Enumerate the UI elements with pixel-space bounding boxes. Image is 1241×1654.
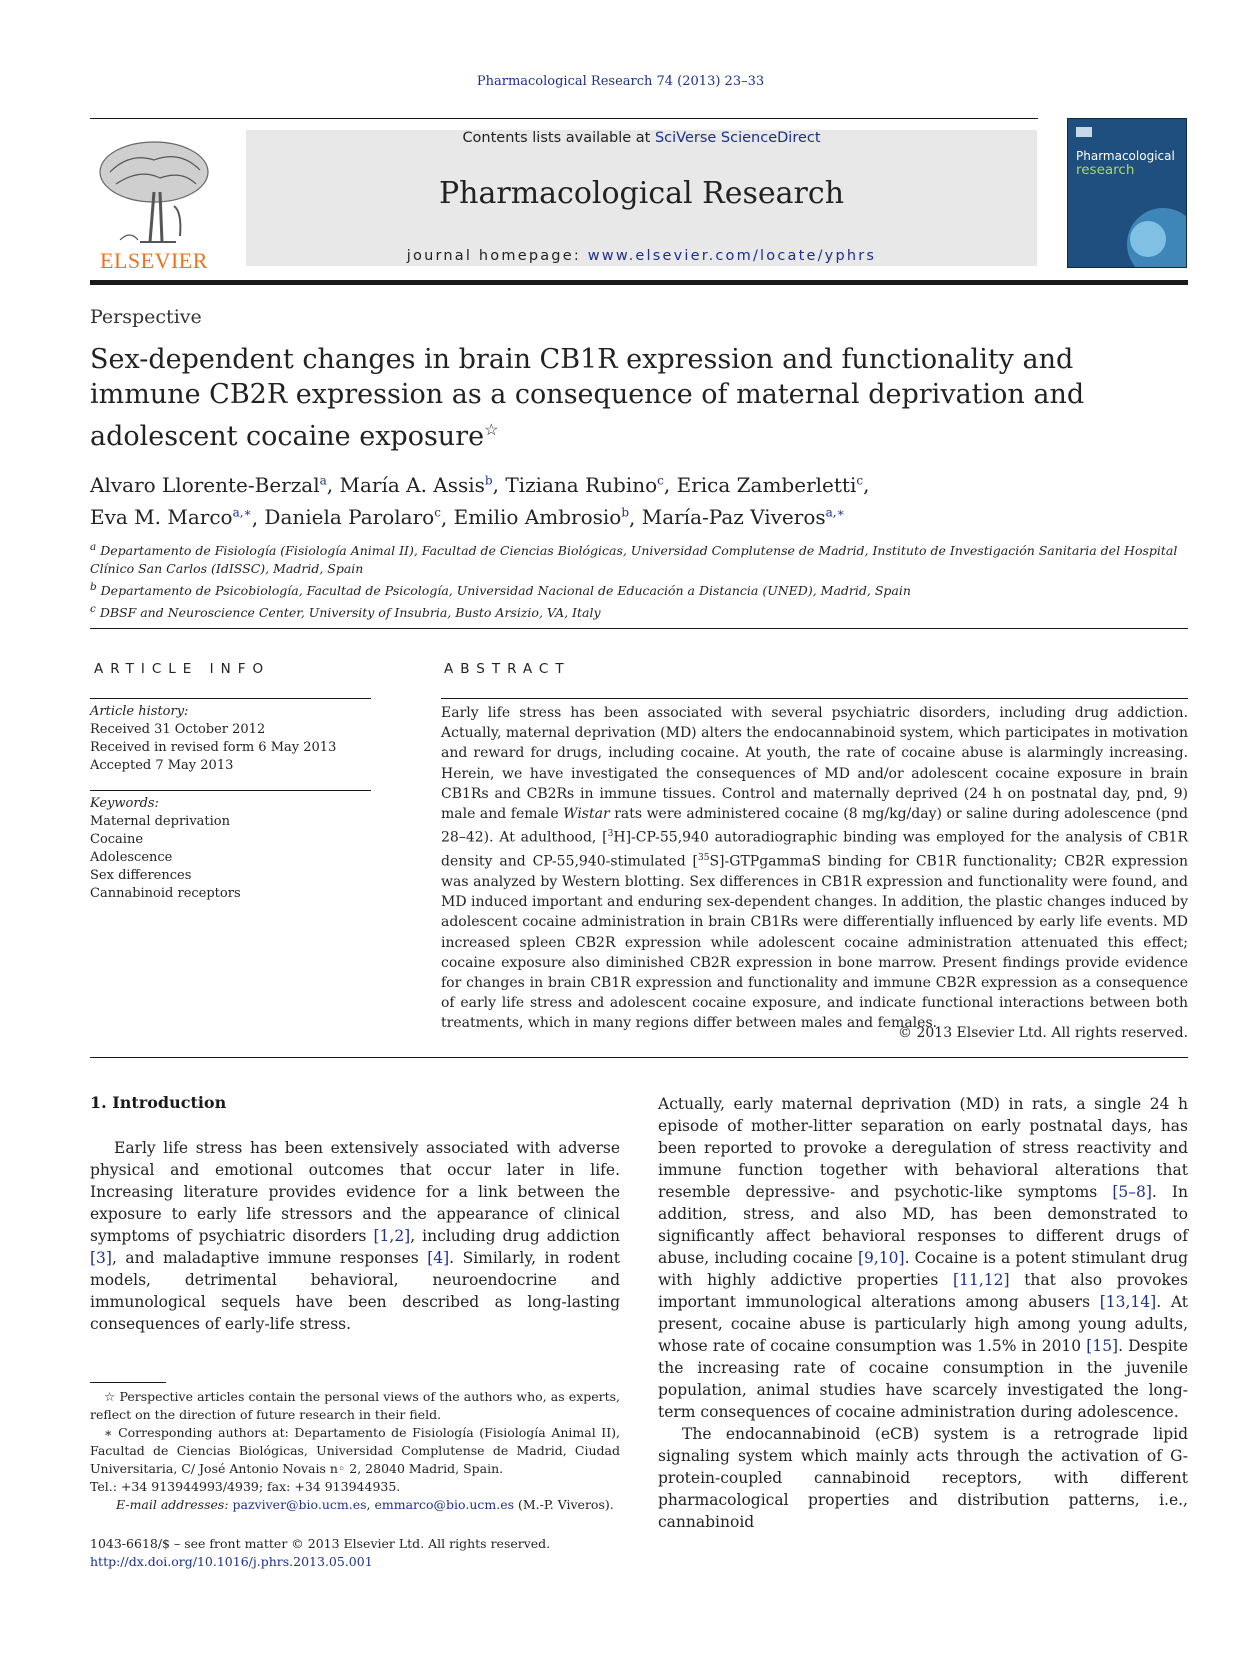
email-link[interactable]: pazviver@bio.ucm.es [232,1497,367,1512]
footnotes [90,1388,620,1514]
reference-link[interactable]: [4] [427,1249,450,1267]
article-type: Perspective [90,306,202,328]
footnote-rule [90,1382,166,1383]
homepage-line [246,248,1037,264]
keyword: Sex differences [90,868,192,883]
email-link[interactable]: emmarco@bio.ucm.es [374,1497,515,1512]
reference-link[interactable]: [5–8] [1112,1183,1152,1201]
section-heading-introduction: 1. Introduction [90,1093,227,1112]
keywords [90,795,380,903]
author-list: Alvaro Llorente-Berzal$^a$, María A. Assis$^b$, Tiziana Rubino$^c$, Erica Zamberletti$^c$, Eva M. Marco$^{a,∗}$, Daniela Parolaro$^c$, Emilio Ambrosio$^b$, María-Paz Viveros$^{a,∗}$ [90,472,870,530]
history-item: Received 31 October 2012 [90,722,266,737]
author[interactable]: Eva M. Marco$^{a,∗}$ [90,505,252,530]
history-item: Received in revised form 6 May 2013 [90,740,337,755]
journal-cover-image [1067,118,1187,268]
reference-link[interactable]: [15] [1086,1337,1119,1355]
cover-art [1068,119,1187,268]
footnote-emails: E-mail addresses: pazviver@bio.ucm.es, emmarco@bio.ucm.es (M.-P. Viveros). [116,1497,614,1512]
footnote-perspective: ☆ Perspective articles contain the personal views of the authors who, as experts, reflect on the direction of future research in their field. [90,1389,620,1422]
keyword: Cannabinoid receptors [90,886,241,901]
cover-title-line2: research [1076,162,1135,178]
article-info-heading: ARTICLE INFO [94,661,271,677]
keyword: Maternal deprivation [90,814,230,829]
article-info-rule [90,698,371,699]
abstract-rule [441,698,1188,699]
intro-paragraph: Early life stress has been extensively associated with adverse physical and emotional outcomes that occur later in life. Increasing literature provides evidence for a link between the exposure to early life stressors and the appearance of clinical symptoms of psychiatric disorders [1,2], including drug addiction [3], and maladaptive immune responses [4]. Similarly, in rodent models, detrimental behavioral, neuroendocrine and immunological sequels have been described as long-lasting consequences of early-life stress. [90,1139,621,1333]
affiliation: $^a$ Departamento de Fisiología (Fisiología Animal II), Facultad de Ciencias Biológicas, Universidad Complutense de Madrid, Instituto de Investigación Sanitaria del Hospital Clínico San Carlos (IdISSC), Madrid, Spain [90,541,1178,577]
keywords-label: Keywords: [90,796,159,811]
title-footnote-star[interactable]: ☆ [484,420,499,439]
intro-right-column [658,1093,1188,1533]
keywords-rule [90,790,371,791]
affiliation: $^c$ DBSF and Neuroscience Center, University of Insubria, Busto Arsizio, VA, Italy [90,603,601,621]
cover-title-line1: Pharmacological [1076,149,1175,163]
contents-line [246,130,1037,146]
author[interactable]: Emilio Ambrosio$^b$ [453,505,629,530]
author[interactable]: Alvaro Llorente-Berzal$^a$ [90,472,327,497]
article-title [90,342,1190,454]
elsevier-wordmark: ELSEVIER [100,248,208,273]
abstract-heading: ABSTRACT [444,661,571,677]
journal-name: Pharmacological Research [438,176,845,211]
header-thick-rule [90,280,1188,285]
author[interactable]: María A. Assis$^b$ [339,472,493,497]
sciencedirect-link[interactable]: SciVerse ScienceDirect [654,130,821,146]
history-item: Accepted 7 May 2013 [90,758,234,773]
author[interactable]: Tiziana Rubino$^c$ [505,472,664,497]
issn-line: 1043-6618/$ – see front matter © 2013 Elsevier Ltd. All rights reserved. [90,1536,551,1551]
author[interactable]: Erica Zamberletti$^c$ [676,472,864,497]
reference-link[interactable]: [11,12] [953,1271,1010,1289]
abstract-copyright: © 2013 Elsevier Ltd. All rights reserved. [898,1025,1188,1041]
reference-link[interactable]: [1,2] [373,1227,411,1245]
section-rule [90,1057,1188,1058]
article-title-text: Sex-dependent changes in brain CB1R expression and functionality and immune CB2R expression as a consequence of maternal deprivation and adolescent cocaine exposure [90,344,1085,452]
reference-link[interactable]: [3] [90,1249,112,1267]
section-rule [90,628,1188,629]
affiliations [90,538,1188,622]
journal-citation[interactable]: Pharmacological Research 74 (2013) 23–33 [476,74,765,89]
affiliation: $^b$ Departamento de Psicobiología, Facultad de Psicología, Universidad Nacional de Educación a Distancia (UNED), Madrid, Spain [90,581,911,599]
header-rule [90,118,1038,119]
contents-prefix: Contents lists available at [462,130,655,146]
homepage-link[interactable]: www.elsevier.com/locate/yphrs [587,248,877,264]
reference-link[interactable]: [13,14] [1099,1293,1157,1311]
abstract-text: Early life stress has been associated with several psychiatric disorders, including drug addiction. Actually, maternal deprivation (MD) alters the endocannabinoid system, which participates in motivation and reward for drugs, including cocaine. At youth, the rate of cocaine abuse is alarmingly increasing. Herein, we have investigated the consequences of MD and/or adolescent cocaine exposure in brain CB1Rs and CB2Rs in immune tissues. Control and maternally deprived (24 h on postnatal day, pnd, 9) male and female Wistar rats were administered cocaine (8 mg/kg/day) or saline during adolescence (pnd 28–42). At adulthood, [$^3$H]-CP-55,940 autoradiographic binding was employed for the analysis of CB1R density and CP-55,940-stimulated [$^{35}$S]-GTPgammaS binding for CB1R functionality; CB2R expression was analyzed by Western blotting. Sex differences in CB1R expression and functionality were found, and MD induced important and enduring sex-dependent changes. In addition, the plastic changes induced by adolescent cocaine administration in brain CB1Rs were differentially influenced by early life events. MD increased spleen CB2R expression while adolescent cocaine administration attenuated this effect; cocaine exposure also diminished CB2R expression in bone marrow. Present findings provide evidence for changes in brain CB1R expression and functionality and immune CB2R expression as a consequence of early life stress and adolescent cocaine exposure, and indicate functional interactions between both treatments, which in many regions differ between males and females. [441,705,1188,1032]
keyword: Adolescence [90,850,173,865]
author[interactable]: Daniela Parolaro$^c$ [264,505,441,530]
history-label: Article history: [90,704,189,719]
footnote-corresponding: ∗ Corresponding authors at: Departamento de Fisiología (Fisiología Animal II), Facultad de Ciencias Biológicas, Universidad Complutense de Madrid, Ciudad Universitaria, C/ José Antonio Novais n◦ 2, 28040 Madrid, Spain. [90,1425,620,1476]
article-history [90,703,380,775]
author[interactable]: María-Paz Viveros$^{a,∗}$ [641,505,845,530]
cover-title [1076,149,1186,177]
keyword: Cocaine [90,832,144,847]
footnote-telephone: Tel.: +34 913944993/4939; fax: +34 913944935. [90,1479,401,1494]
doi-link[interactable]: http://dx.doi.org/10.1016/j.phrs.2013.05.001 [90,1554,373,1569]
front-matter [90,1535,620,1571]
homepage-prefix: journal homepage: [406,248,588,264]
reference-link[interactable]: [9,10] [857,1249,905,1267]
intro-paragraph: Actually, early maternal deprivation (MD) in rats, a single 24 h episode of mother-litter separation on early postnatal days, has been reported to provoke a deregulation of stress reactivity and immune function together with behavioral alterations that resemble depressive- and psychotic-like symptoms [5–8]. In addition, stress, and also MD, has been demonstrated to significantly affect behavioral responses to different drugs of abuse, including cocaine [9,10]. Cocaine is a potent stimulant drug with highly addictive properties [11,12] that also provokes important immunological alterations among abusers [13,14]. At present, cocaine abuse is particularly high among young adults, whose rate of cocaine consumption was 1.5% in 2010 [15]. Despite the increasing rate of cocaine consumption in the juvenile population, animal studies have scarcely investigated the long-term consequences of cocaine administration during adolescence. [658,1095,1189,1421]
intro-paragraph: The endocannabinoid (eCB) system is a retrograde lipid signaling system which mainly acts through the activation of G-protein-coupled cannabinoid receptors, with different pharmacological properties and distribution patterns, i.e., cannabinoid [658,1425,1188,1531]
